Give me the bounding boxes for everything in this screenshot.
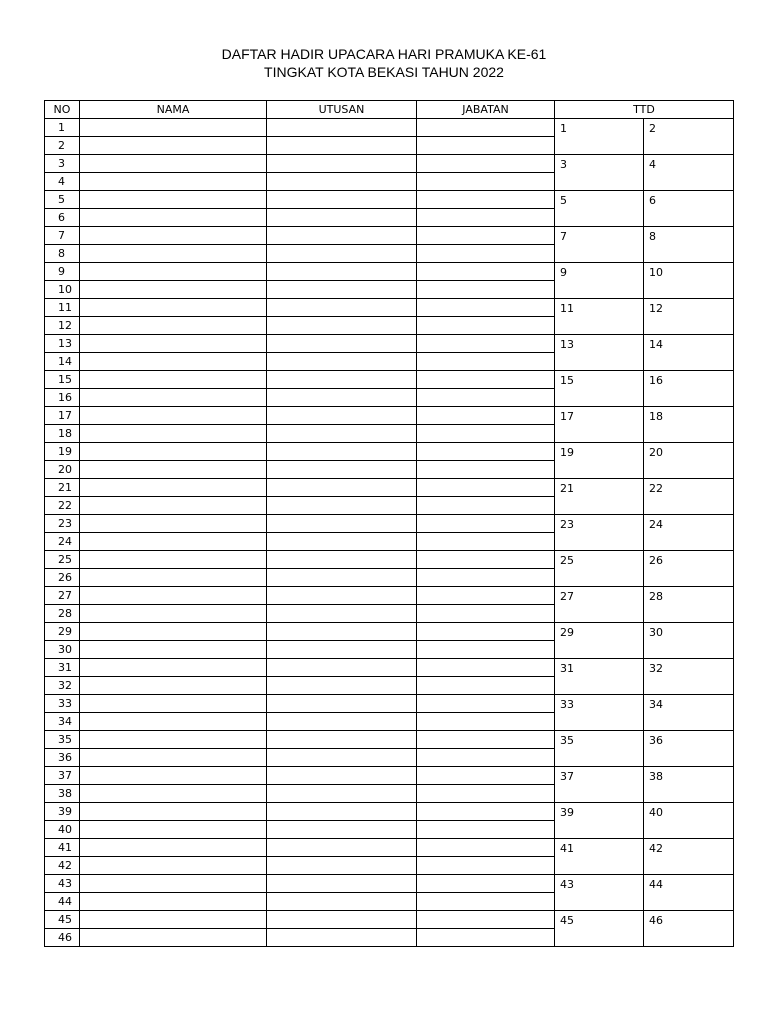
ttd-signature-cell-left[interactable]: 7 [555,227,644,263]
jabatan-cell[interactable] [417,623,555,641]
nama-cell[interactable] [80,533,267,551]
nama-cell[interactable] [80,155,267,173]
table-row [45,587,734,605]
row-number-cell: 30 [45,641,80,659]
table-row [45,551,734,569]
row-number-cell: 28 [45,605,80,623]
utusan-cell[interactable] [267,713,417,731]
jabatan-cell[interactable] [417,137,555,155]
nama-cell[interactable] [80,605,267,623]
nama-cell[interactable] [80,641,267,659]
ttd-signature-cell-left[interactable]: 11 [555,299,644,335]
table-row [45,623,734,641]
ttd-signature-cell-left[interactable]: 19 [555,443,644,479]
utusan-cell[interactable] [267,209,417,227]
ttd-signature-cell-right[interactable]: 46 [644,911,734,947]
header-ttd: TTD [555,101,734,119]
jabatan-cell[interactable] [417,875,555,893]
header-jabatan: JABATAN [417,101,555,119]
row-number-cell: 42 [45,857,80,875]
jabatan-cell[interactable] [417,551,555,569]
row-number-cell: 3 [45,155,80,173]
table-row [45,119,734,137]
ttd-signature-cell-right[interactable]: 28 [644,587,734,623]
ttd-signature-cell-right[interactable]: 24 [644,515,734,551]
utusan-cell[interactable] [267,371,417,389]
row-number-cell: 38 [45,785,80,803]
ttd-signature-cell-right[interactable]: 8 [644,227,734,263]
ttd-signature-cell-right[interactable]: 44 [644,875,734,911]
nama-cell[interactable] [80,713,267,731]
ttd-signature-cell-left[interactable]: 9 [555,263,644,299]
utusan-cell[interactable] [267,551,417,569]
jabatan-cell[interactable] [417,533,555,551]
row-number-cell: 46 [45,929,80,947]
row-number-cell: 9 [45,263,80,281]
jabatan-cell[interactable] [417,659,555,677]
jabatan-cell[interactable] [417,677,555,695]
ttd-signature-cell-left[interactable]: 25 [555,551,644,587]
row-number-cell: 8 [45,245,80,263]
document-title [0,45,768,81]
jabatan-cell[interactable] [417,515,555,533]
nama-cell[interactable] [80,281,267,299]
nama-cell[interactable] [80,677,267,695]
table-row [45,371,734,389]
nama-cell[interactable] [80,749,267,767]
ttd-signature-cell-left[interactable]: 21 [555,479,644,515]
ttd-signature-cell-right[interactable]: 18 [644,407,734,443]
utusan-cell[interactable] [267,605,417,623]
nama-cell[interactable] [80,263,267,281]
row-number-cell: 7 [45,227,80,245]
jabatan-cell[interactable] [417,407,555,425]
nama-cell[interactable] [80,551,267,569]
ttd-signature-cell-right[interactable]: 26 [644,551,734,587]
table-row [45,515,734,533]
utusan-cell[interactable] [267,479,417,497]
ttd-signature-cell-left[interactable]: 29 [555,623,644,659]
ttd-signature-cell-left[interactable]: 13 [555,335,644,371]
row-number-cell: 41 [45,839,80,857]
nama-cell[interactable] [80,623,267,641]
title-line-2: TINGKAT KOTA BEKASI TAHUN 2022 [264,64,504,80]
utusan-cell[interactable] [267,533,417,551]
nama-cell[interactable] [80,569,267,587]
nama-cell[interactable] [80,227,267,245]
ttd-signature-cell-right[interactable]: 42 [644,839,734,875]
nama-cell[interactable] [80,335,267,353]
jabatan-cell[interactable] [417,893,555,911]
utusan-cell[interactable] [267,119,417,137]
utusan-cell[interactable] [267,389,417,407]
nama-cell[interactable] [80,461,267,479]
jabatan-cell[interactable] [417,389,555,407]
jabatan-cell[interactable] [417,713,555,731]
nama-cell[interactable] [80,173,267,191]
ttd-signature-cell-left[interactable]: 31 [555,659,644,695]
ttd-signature-cell-left[interactable]: 33 [555,695,644,731]
row-number-cell: 13 [45,335,80,353]
row-number-cell: 34 [45,713,80,731]
ttd-signature-cell-right[interactable]: 34 [644,695,734,731]
row-number-cell: 21 [45,479,80,497]
ttd-signature-cell-right[interactable]: 36 [644,731,734,767]
utusan-cell[interactable] [267,893,417,911]
utusan-cell[interactable] [267,569,417,587]
jabatan-cell[interactable] [417,857,555,875]
jabatan-cell[interactable] [417,911,555,929]
table-header-row [45,101,734,119]
header-no: NO [45,101,80,119]
row-number-cell: 2 [45,137,80,155]
row-number-cell: 22 [45,497,80,515]
jabatan-cell[interactable] [417,587,555,605]
nama-cell[interactable] [80,875,267,893]
ttd-signature-cell-right[interactable]: 12 [644,299,734,335]
jabatan-cell[interactable] [417,785,555,803]
nama-cell[interactable] [80,821,267,839]
row-number-cell: 1 [45,119,80,137]
nama-cell[interactable] [80,299,267,317]
nama-cell[interactable] [80,371,267,389]
utusan-cell[interactable] [267,461,417,479]
utusan-cell[interactable] [267,929,417,947]
utusan-cell[interactable] [267,353,417,371]
ttd-signature-cell-right[interactable]: 38 [644,767,734,803]
row-number-cell: 37 [45,767,80,785]
row-number-cell: 6 [45,209,80,227]
jabatan-cell[interactable] [417,209,555,227]
utusan-cell[interactable] [267,623,417,641]
ttd-signature-cell-right[interactable]: 4 [644,155,734,191]
row-number-cell: 11 [45,299,80,317]
nama-cell[interactable] [80,443,267,461]
nama-cell[interactable] [80,911,267,929]
ttd-signature-cell-left[interactable]: 41 [555,839,644,875]
row-number-cell: 40 [45,821,80,839]
utusan-cell[interactable] [267,191,417,209]
utusan-cell[interactable] [267,443,417,461]
ttd-signature-cell-right[interactable]: 16 [644,371,734,407]
table-row [45,767,734,785]
ttd-signature-cell-right[interactable]: 22 [644,479,734,515]
row-number-cell: 39 [45,803,80,821]
ttd-signature-cell-right[interactable]: 20 [644,443,734,479]
nama-cell[interactable] [80,767,267,785]
jabatan-cell[interactable] [417,695,555,713]
row-number-cell: 17 [45,407,80,425]
nama-cell[interactable] [80,425,267,443]
header-utusan: UTUSAN [267,101,417,119]
table-row [45,335,734,353]
jabatan-cell[interactable] [417,641,555,659]
row-number-cell: 43 [45,875,80,893]
row-number-cell: 33 [45,695,80,713]
jabatan-cell[interactable] [417,731,555,749]
ttd-signature-cell-right[interactable]: 30 [644,623,734,659]
row-number-cell: 10 [45,281,80,299]
jabatan-cell[interactable] [417,479,555,497]
jabatan-cell[interactable] [417,173,555,191]
utusan-cell[interactable] [267,677,417,695]
table-row [45,479,734,497]
utusan-cell[interactable] [267,335,417,353]
nama-cell[interactable] [80,785,267,803]
ttd-signature-cell-right[interactable]: 40 [644,803,734,839]
jabatan-cell[interactable] [417,461,555,479]
ttd-signature-cell-left[interactable]: 1 [555,119,644,155]
utusan-cell[interactable] [267,749,417,767]
jabatan-cell[interactable] [417,839,555,857]
ttd-signature-cell-left[interactable]: 5 [555,191,644,227]
jabatan-cell[interactable] [417,263,555,281]
nama-cell[interactable] [80,479,267,497]
row-number-cell: 23 [45,515,80,533]
row-number-cell: 15 [45,371,80,389]
row-number-cell: 36 [45,749,80,767]
table-row [45,155,734,173]
utusan-cell[interactable] [267,299,417,317]
utusan-cell[interactable] [267,839,417,857]
table-row [45,659,734,677]
row-number-cell: 16 [45,389,80,407]
table-row [45,443,734,461]
utusan-cell[interactable] [267,317,417,335]
row-number-cell: 12 [45,317,80,335]
nama-cell[interactable] [80,731,267,749]
ttd-signature-cell-right[interactable]: 6 [644,191,734,227]
ttd-signature-cell-left[interactable]: 23 [555,515,644,551]
row-number-cell: 35 [45,731,80,749]
title-line-1: DAFTAR HADIR UPACARA HARI PRAMUKA KE-61 [221,46,547,62]
jabatan-cell[interactable] [417,191,555,209]
nama-cell[interactable] [80,839,267,857]
jabatan-cell[interactable] [417,317,555,335]
nama-cell[interactable] [80,587,267,605]
utusan-cell[interactable] [267,857,417,875]
nama-cell[interactable] [80,893,267,911]
table-row [45,875,734,893]
row-number-cell: 27 [45,587,80,605]
ttd-signature-cell-left[interactable]: 35 [555,731,644,767]
utusan-cell[interactable] [267,731,417,749]
jabatan-cell[interactable] [417,371,555,389]
utusan-cell[interactable] [267,803,417,821]
ttd-signature-cell-left[interactable]: 17 [555,407,644,443]
ttd-signature-cell-left[interactable]: 15 [555,371,644,407]
nama-cell[interactable] [80,389,267,407]
table-row [45,227,734,245]
jabatan-cell[interactable] [417,425,555,443]
utusan-cell[interactable] [267,659,417,677]
jabatan-cell[interactable] [417,281,555,299]
row-number-cell: 19 [45,443,80,461]
ttd-signature-cell-right[interactable]: 32 [644,659,734,695]
row-number-cell: 24 [45,533,80,551]
table-row [45,191,734,209]
utusan-cell[interactable] [267,425,417,443]
utusan-cell[interactable] [267,155,417,173]
jabatan-cell[interactable] [417,767,555,785]
nama-cell[interactable] [80,245,267,263]
nama-cell[interactable] [80,659,267,677]
table-row [45,731,734,749]
utusan-cell[interactable] [267,227,417,245]
table-row [45,695,734,713]
utusan-cell[interactable] [267,641,417,659]
nama-cell[interactable] [80,407,267,425]
nama-cell[interactable] [80,353,267,371]
jabatan-cell[interactable] [417,929,555,947]
header-nama: NAMA [80,101,267,119]
row-number-cell: 31 [45,659,80,677]
table-row [45,839,734,857]
table-row [45,803,734,821]
row-number-cell: 20 [45,461,80,479]
ttd-signature-cell-right[interactable]: 14 [644,335,734,371]
utusan-cell[interactable] [267,497,417,515]
ttd-signature-cell-left[interactable]: 45 [555,911,644,947]
jabatan-cell[interactable] [417,569,555,587]
table-row [45,263,734,281]
nama-cell[interactable] [80,497,267,515]
jabatan-cell[interactable] [417,227,555,245]
nama-cell[interactable] [80,695,267,713]
nama-cell[interactable] [80,857,267,875]
ttd-signature-cell-left[interactable]: 39 [555,803,644,839]
nama-cell[interactable] [80,137,267,155]
nama-cell[interactable] [80,803,267,821]
table-body [45,119,734,947]
utusan-cell[interactable] [267,173,417,191]
utusan-cell[interactable] [267,767,417,785]
jabatan-cell[interactable] [417,299,555,317]
table-row [45,299,734,317]
row-number-cell: 29 [45,623,80,641]
utusan-cell[interactable] [267,785,417,803]
utusan-cell[interactable] [267,137,417,155]
utusan-cell[interactable] [267,515,417,533]
row-number-cell: 4 [45,173,80,191]
utusan-cell[interactable] [267,263,417,281]
attendance-table [44,100,734,947]
nama-cell[interactable] [80,317,267,335]
utusan-cell[interactable] [267,587,417,605]
utusan-cell[interactable] [267,281,417,299]
row-number-cell: 18 [45,425,80,443]
nama-cell[interactable] [80,929,267,947]
ttd-signature-cell-left[interactable]: 37 [555,767,644,803]
nama-cell[interactable] [80,119,267,137]
jabatan-cell[interactable] [417,497,555,515]
jabatan-cell[interactable] [417,605,555,623]
table-row [45,407,734,425]
jabatan-cell[interactable] [417,245,555,263]
utusan-cell[interactable] [267,875,417,893]
ttd-signature-cell-left[interactable]: 43 [555,875,644,911]
table-row [45,911,734,929]
ttd-signature-cell-left[interactable]: 3 [555,155,644,191]
utusan-cell[interactable] [267,407,417,425]
nama-cell[interactable] [80,209,267,227]
utusan-cell[interactable] [267,245,417,263]
jabatan-cell[interactable] [417,803,555,821]
row-number-cell: 14 [45,353,80,371]
ttd-signature-cell-right[interactable]: 2 [644,119,734,155]
row-number-cell: 32 [45,677,80,695]
row-number-cell: 45 [45,911,80,929]
jabatan-cell[interactable] [417,821,555,839]
row-number-cell: 25 [45,551,80,569]
jabatan-cell[interactable] [417,155,555,173]
jabatan-cell[interactable] [417,353,555,371]
utusan-cell[interactable] [267,911,417,929]
utusan-cell[interactable] [267,821,417,839]
ttd-signature-cell-right[interactable]: 10 [644,263,734,299]
jabatan-cell[interactable] [417,119,555,137]
ttd-signature-cell-left[interactable]: 27 [555,587,644,623]
nama-cell[interactable] [80,191,267,209]
row-number-cell: 44 [45,893,80,911]
row-number-cell: 5 [45,191,80,209]
utusan-cell[interactable] [267,695,417,713]
jabatan-cell[interactable] [417,443,555,461]
row-number-cell: 26 [45,569,80,587]
nama-cell[interactable] [80,515,267,533]
jabatan-cell[interactable] [417,749,555,767]
jabatan-cell[interactable] [417,335,555,353]
